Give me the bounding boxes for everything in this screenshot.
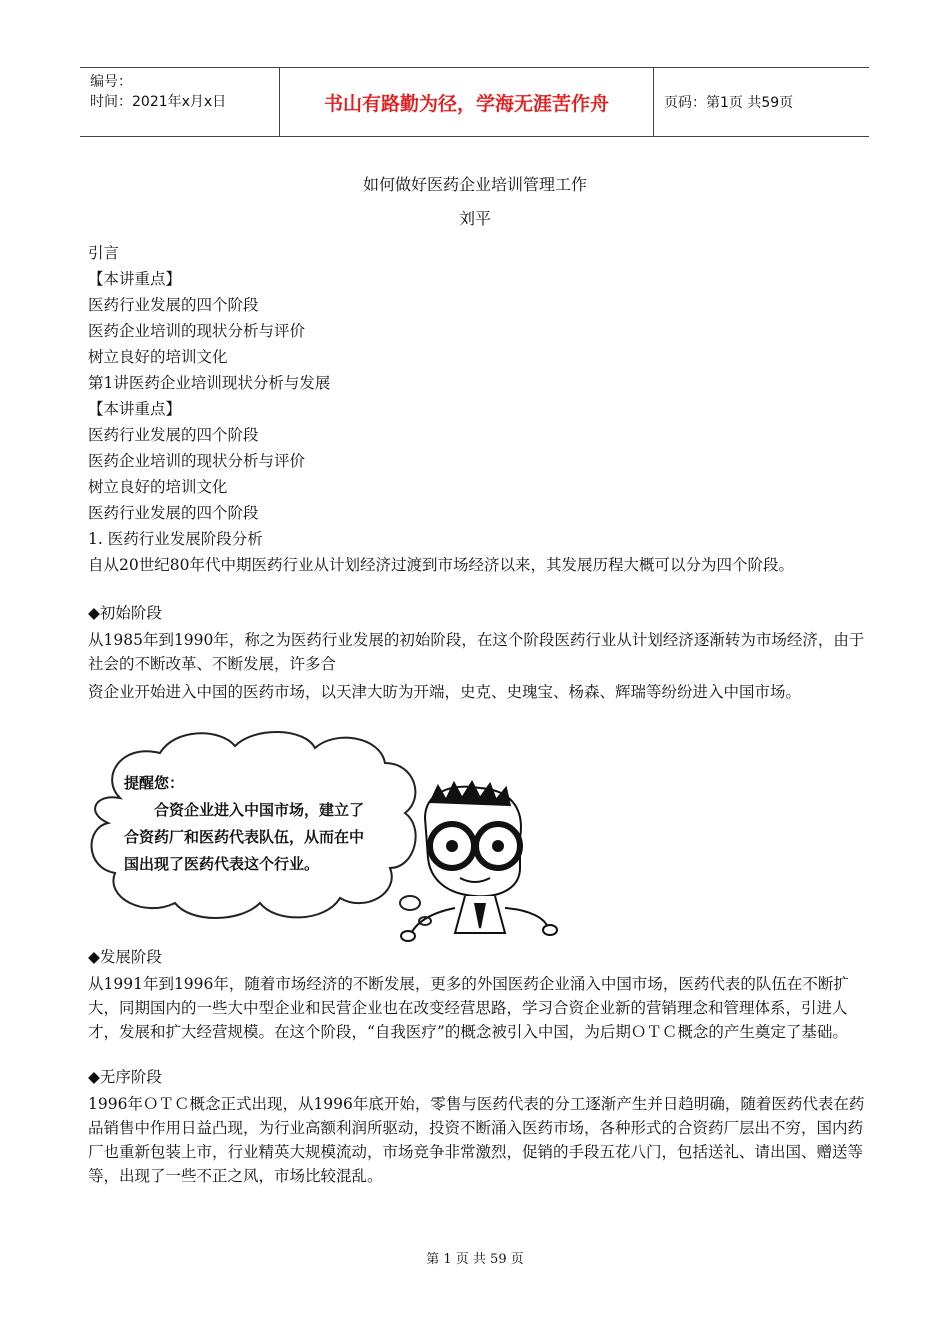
stage3-heading: ◆无序阶段: [88, 1068, 162, 1086]
outline-line: 医药行业发展的四个阶段: [88, 504, 259, 522]
outline-line: 【本讲重点】: [88, 270, 182, 288]
outline-line: 医药行业发展的四个阶段: [88, 426, 259, 444]
document-author: 刘平: [458, 209, 491, 228]
reminder-label: 提醒您：: [124, 774, 185, 792]
outline-line: 医药行业发展的四个阶段: [88, 296, 259, 314]
header-motto: 书山有路勤为径，学海无涯苦作舟: [280, 68, 654, 136]
stage1-text-a: 从1985年到1990年，称之为医药行业发展的初始阶段，在这个阶段医药行业从计划经济逐渐转为市场经济，由于社会的不断改革、不断发展，许多合: [88, 631, 865, 673]
stage3-text: 1996年ＯＴＣ概念正式出现，从1996年底开始，零售与医药代表的分工逐渐产生并日趋明确，随着医药代表在药品销售中作用日益凸现，为行业高额利润所驱动，投资不断涌入医药市场，各种形式的合资药厂层出不穷，国内药厂也重新包装上市，行业精英大规模流动，市场竞争非常激烈，促销的手段五花八门，包括送礼、请出国、赠送等等，出现了一些不正之风，市场比较混乱。: [88, 1095, 865, 1185]
outline-line: 树立良好的培训文化: [88, 348, 228, 366]
outline-line: 医药企业培训的现状分析与评价: [88, 452, 306, 470]
outline-line: 医药企业培训的现状分析与评价: [88, 322, 306, 340]
outline-line: 引言: [88, 244, 120, 262]
page-footer: 第 1 页 共 59 页: [426, 1252, 524, 1267]
outline-line: 第1讲医药企业培训现状分析与发展: [88, 374, 331, 392]
outline-line: 【本讲重点】: [88, 400, 182, 418]
intro-paragraph: 自从20世纪80年代中期医药行业从计划经济过渡到市场经济以来，其发展历程大概可以分为四个阶段。: [88, 556, 794, 574]
outline-line: 1. 医药行业发展阶段分析: [88, 530, 263, 548]
outline-section: [88, 240, 868, 552]
header-info: [80, 68, 280, 136]
header-page-code: 页码：第1页 共59页: [664, 95, 794, 111]
reminder-text: 合资企业进入中国市场，建立了合资药厂和医药代表队伍，从而在中国出现了医药代表这个行业。: [124, 801, 365, 873]
reminder-illustration: [80, 728, 640, 944]
stage1-heading: ◆初始阶段: [88, 604, 162, 622]
stage2-heading: ◆发展阶段: [88, 948, 162, 966]
document-title: 如何做好医药企业培训管理工作: [362, 175, 587, 194]
outline-line: 树立良好的培训文化: [88, 478, 228, 496]
stage2-text: 从1991年到1996年，随着市场经济的不断发展，更多的外国医药企业涌入中国市场，医药代表的队伍在不断扩大，同期国内的一些大中型企业和民营企业也在改变经营思路，学习合资企业新的营销理念和管理体系，引进人才，发展和扩大经营规模。在这个阶段，“自我医疗”的概念被引入中国，为后期ＯＴＣ概念的产生奠定了基础。: [88, 975, 849, 1041]
page-header: [80, 67, 869, 137]
number-label: 编号：: [90, 74, 132, 90]
time-label: 时间：2021年x月x日: [90, 94, 227, 110]
stage1-text-b: 资企业开始进入中国的医药市场，以天津大昉为开端，史克、史瑰宝、杨森、辉瑞等纷纷进入中国市场。: [88, 683, 802, 701]
